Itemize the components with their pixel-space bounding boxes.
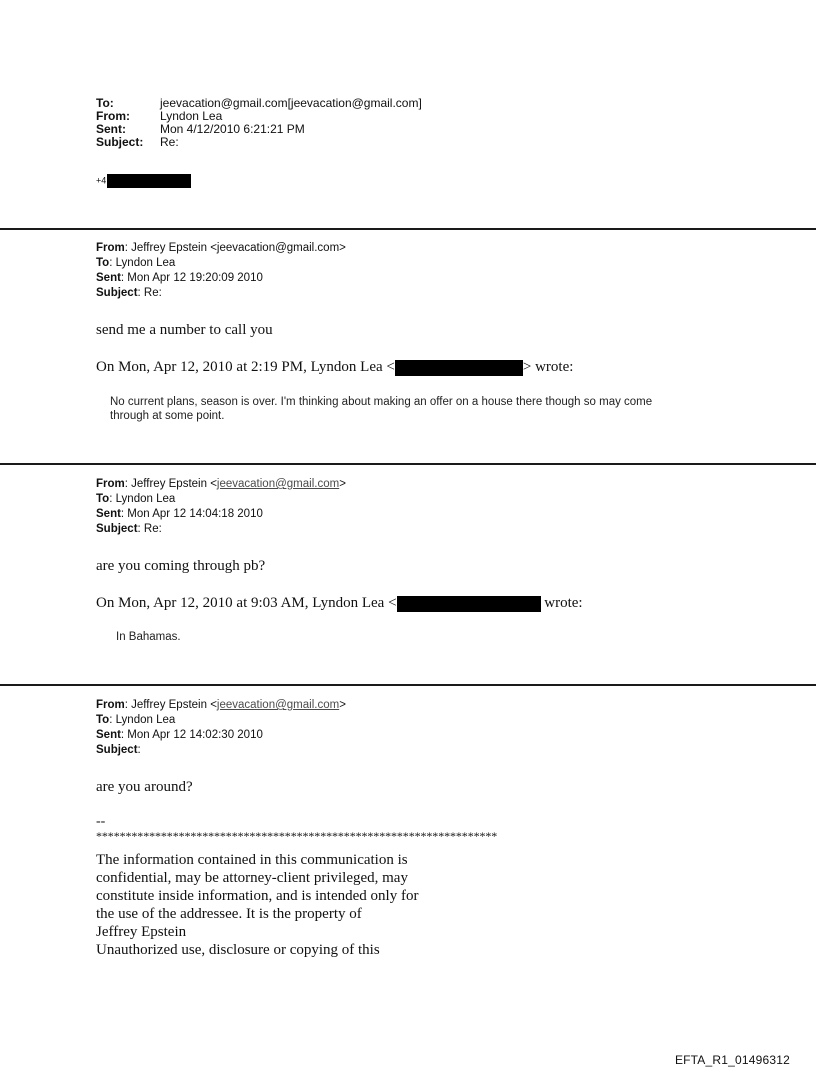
disclaimer-line: confidential, may be attorney-client privileged, may: [96, 870, 408, 886]
message-1-to: To: Lyndon Lea: [96, 257, 176, 269]
disclaimer-line: Unauthorized use, disclosure or copying of this: [96, 942, 380, 958]
section-divider: [0, 684, 816, 686]
redaction-block: [395, 360, 523, 376]
signature-stars: ********************************************************************: [96, 829, 498, 843]
header-to-value: jeevacation@gmail.com[jeevacation@gmail.com]: [160, 96, 422, 110]
message-2-from: From: Jeffrey Epstein <jeevacation@gmail.com>: [96, 478, 346, 490]
message-2-wrote-suffix: wrote:: [540, 595, 583, 611]
disclaimer-line: The information contained in this communication is: [96, 852, 408, 868]
quote-line: No current plans, season is over. I'm thinking about making an offer on a house there though so may come: [110, 396, 653, 408]
message-2-body: are you coming through pb?: [96, 558, 266, 574]
quote-line: through at some point.: [110, 410, 225, 422]
header-sent-label: Sent:: [96, 122, 126, 136]
message-1-meta: [96, 241, 346, 301]
message-3-from: From: Jeffrey Epstein <jeevacation@gmail.com>: [96, 699, 346, 711]
header-subject-value: Re:: [160, 135, 179, 149]
email-link[interactable]: jeevacation@gmail.com: [216, 478, 340, 490]
message-1-wrote-suffix: > wrote:: [522, 359, 574, 375]
message-2-meta: [96, 477, 346, 537]
signature-dashes: --: [96, 814, 106, 829]
header-from-label: From:: [96, 109, 130, 123]
header-from-value: Lyndon Lea: [160, 109, 223, 123]
message-2-to: To: Lyndon Lea: [96, 493, 176, 505]
message-2-quote: In Bahamas.: [116, 631, 181, 643]
message-3-body: are you around?: [96, 779, 193, 795]
redaction-block: [107, 174, 191, 188]
message-2-subject: Subject: Re:: [96, 523, 162, 535]
disclaimer: [96, 851, 418, 959]
header-sent-value: Mon 4/12/2010 6:21:21 PM: [160, 122, 305, 136]
message-2-wrote-line: [96, 594, 583, 612]
section-divider: [0, 228, 816, 230]
email-link[interactable]: jeevacation@gmail.com: [216, 699, 340, 711]
message-3-to: To: Lyndon Lea: [96, 714, 176, 726]
header-to-label: To:: [96, 96, 114, 110]
phone-line: [96, 174, 191, 188]
disclaimer-line: Jeffrey Epstein: [96, 924, 187, 940]
phone-prefix: +4: [96, 175, 107, 186]
message-3-subject: Subject:: [96, 744, 141, 756]
message-2-sent: Sent: Mon Apr 12 14:04:18 2010: [96, 508, 263, 520]
redaction-block: [397, 596, 541, 612]
header-subject-label: Subject:: [96, 135, 144, 149]
disclaimer-line: the use of the addressee. It is the property of: [96, 906, 362, 922]
message-1-sent: Sent: Mon Apr 12 19:20:09 2010: [96, 272, 263, 284]
message-3-meta: [96, 698, 346, 758]
message-1-quote: [110, 395, 652, 423]
message-2-wrote-prefix: On Mon, Apr 12, 2010 at 9:03 AM, Lyndon Lea <: [96, 595, 397, 611]
message-1-body: send me a number to call you: [96, 322, 273, 338]
message-1-subject: Subject: Re:: [96, 287, 162, 299]
message-3-sent: Sent: Mon Apr 12 14:02:30 2010: [96, 729, 263, 741]
section-divider: [0, 463, 816, 465]
disclaimer-line: constitute inside information, and is intended only for: [96, 888, 419, 904]
message-1-wrote-prefix: On Mon, Apr 12, 2010 at 2:19 PM, Lyndon Lea <: [96, 359, 395, 375]
document-id: EFTA_R1_01496312: [674, 1053, 790, 1067]
message-1-wrote-line: [96, 358, 573, 376]
message-1-from: From: Jeffrey Epstein <jeevacation@gmail.com>: [96, 242, 346, 254]
